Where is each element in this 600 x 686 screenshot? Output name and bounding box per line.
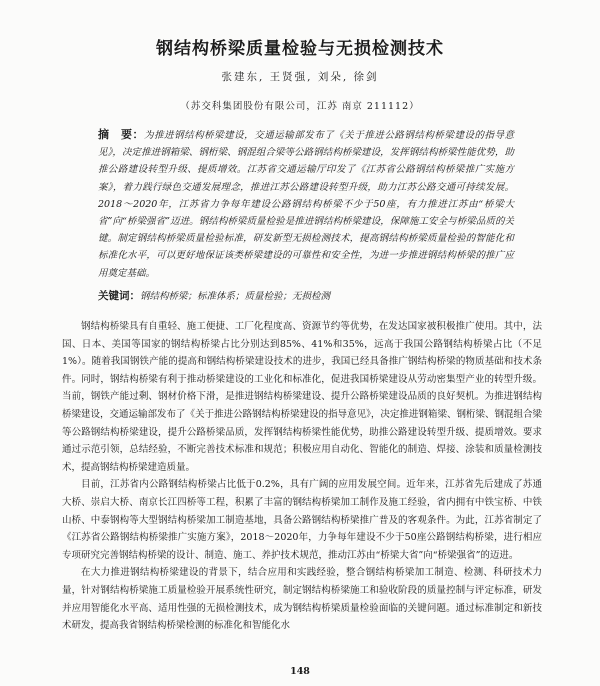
body-text [62,318,542,635]
keywords-text: 钢结构桥梁；标准体系；质量检验；无损检测 [140,291,331,302]
body-paragraph: 在大力推进钢结构桥梁建设的背景下，结合应用和实践经验，整合钢结构桥梁加工制造、检测、科研技术力量，针对钢结构桥梁施工质量检验开展系统性研究，制定钢结构桥梁施工和验收阶段的质量控制与评定标准，研发并应用智能化水平高、适用性强的无损检测技术，成为钢结构桥梁质量检验面临的关键问题。通过标准制定和新技术研发，提高我省钢结构桥梁检测的标准化和智能化水 [62,567,542,632]
body-paragraph: 钢结构桥梁具有自重轻、施工便捷、工厂化程度高、资源节约等优势，在发达国家被积极推广使用。其中，法国、日本、美国等国家的钢结构桥梁占比分别达到85%、41%和35%，远高于我国公路钢结构桥梁占比（不足1%）。随着我国钢铁产能的提高和钢结构桥梁建设技术的进步，我国已经具备推广钢结构桥梁的物质基础和技术条件。同时，钢结构桥梁有利于推动桥梁建设的工业化和标准化，促进我国桥梁建设从劳动密集型产业的转型升级。当前，钢铁产能过剩、钢材价格下滑，是推进钢结构桥梁建设、提升公路桥梁建设品质的良好契机。为推进钢结构桥梁建设，交通运输部发布了《关于推进公路钢结构桥梁建设的指导意见》，决定推进钢箱梁、钢桁梁、钢混组合梁等公路钢结构桥梁建设，提升公路桥梁品质，发挥钢结构桥梁性能优势，助推公路建设转型升级、提质增效。要求通过示范引领，总结经验，不断完善技术标准和规范；积极应用自动化、智能化的制造、焊接、涂装和质量检测技术，提高钢结构桥梁建造质量。 [62,321,542,473]
keywords-label: 关键词： [98,290,140,302]
abstract-label: 摘 要： [98,128,145,141]
body-paragraph: 目前，江苏省内公路钢结构桥梁占比低于0.2%，具有广阔的应用发展空间。近年来，江苏省先后建成了苏通大桥、崇启大桥、南京长江四桥等工程，积累了丰富的钢结构桥梁加工制作及施工经验，省内拥有中铁宝桥、中铁山桥、中泰钢构等大型钢结构桥梁加工制造基地，具备公路钢结构桥梁推广普及的客观条件。为此，江苏省制定了《江苏省公路钢结构桥梁推广实施方案》，2018～2020年，力争每年建设不少于50座公路钢结构桥梁，进行相应专项研究完善钢结构桥梁的设计、制造、施工、养护技术规范，推动江苏由“桥梁大省”向“桥梁强省”的迈进。 [62,479,542,561]
abstract [98,126,514,282]
page-number: 148 [290,666,310,677]
paper-title: 钢结构桥梁质量检验与无损检测技术 [156,39,444,59]
abstract-text: 为推进钢结构桥梁建设，交通运输部发布了《关于推进公路钢结构桥梁建设的指导意见》，决定推进钢箱梁、钢桁梁、钢混组合梁等公路钢结构桥梁建设，发挥钢结构桥梁性能优势，助推公路建设转型升级、提质增效。江苏省交通运输厅印发了《江苏省公路钢结构桥梁推广实施方案》，着力践行绿色交通发展理念，推进江苏公路建设转型升级，助力江苏公路交通可持续发展。2018～2020年，江苏省力争每年建设公路钢结构桥梁不少于50座，有力推进江苏由“桥梁大省”向“桥梁强省”迈进。钢结构桥梁质量检验是推进钢结构桥梁建设，保障施工安全与桥梁品质的关键。制定钢结构桥梁质量检验标准，研发新型无损检测技术，提高钢结构桥梁质量检验的智能化和标准化水平，可以更好地保证该类桥梁建设的可靠性和安全性，为进一步推进钢结构桥梁的推广应用奠定基础。 [98,130,514,279]
affiliation: （苏交科集团股份有限公司，江苏 南京 211112） [180,101,420,112]
author-list: 张建东, 王贤强, 刘朵, 徐剑 [221,71,379,83]
keywords [98,288,514,305]
